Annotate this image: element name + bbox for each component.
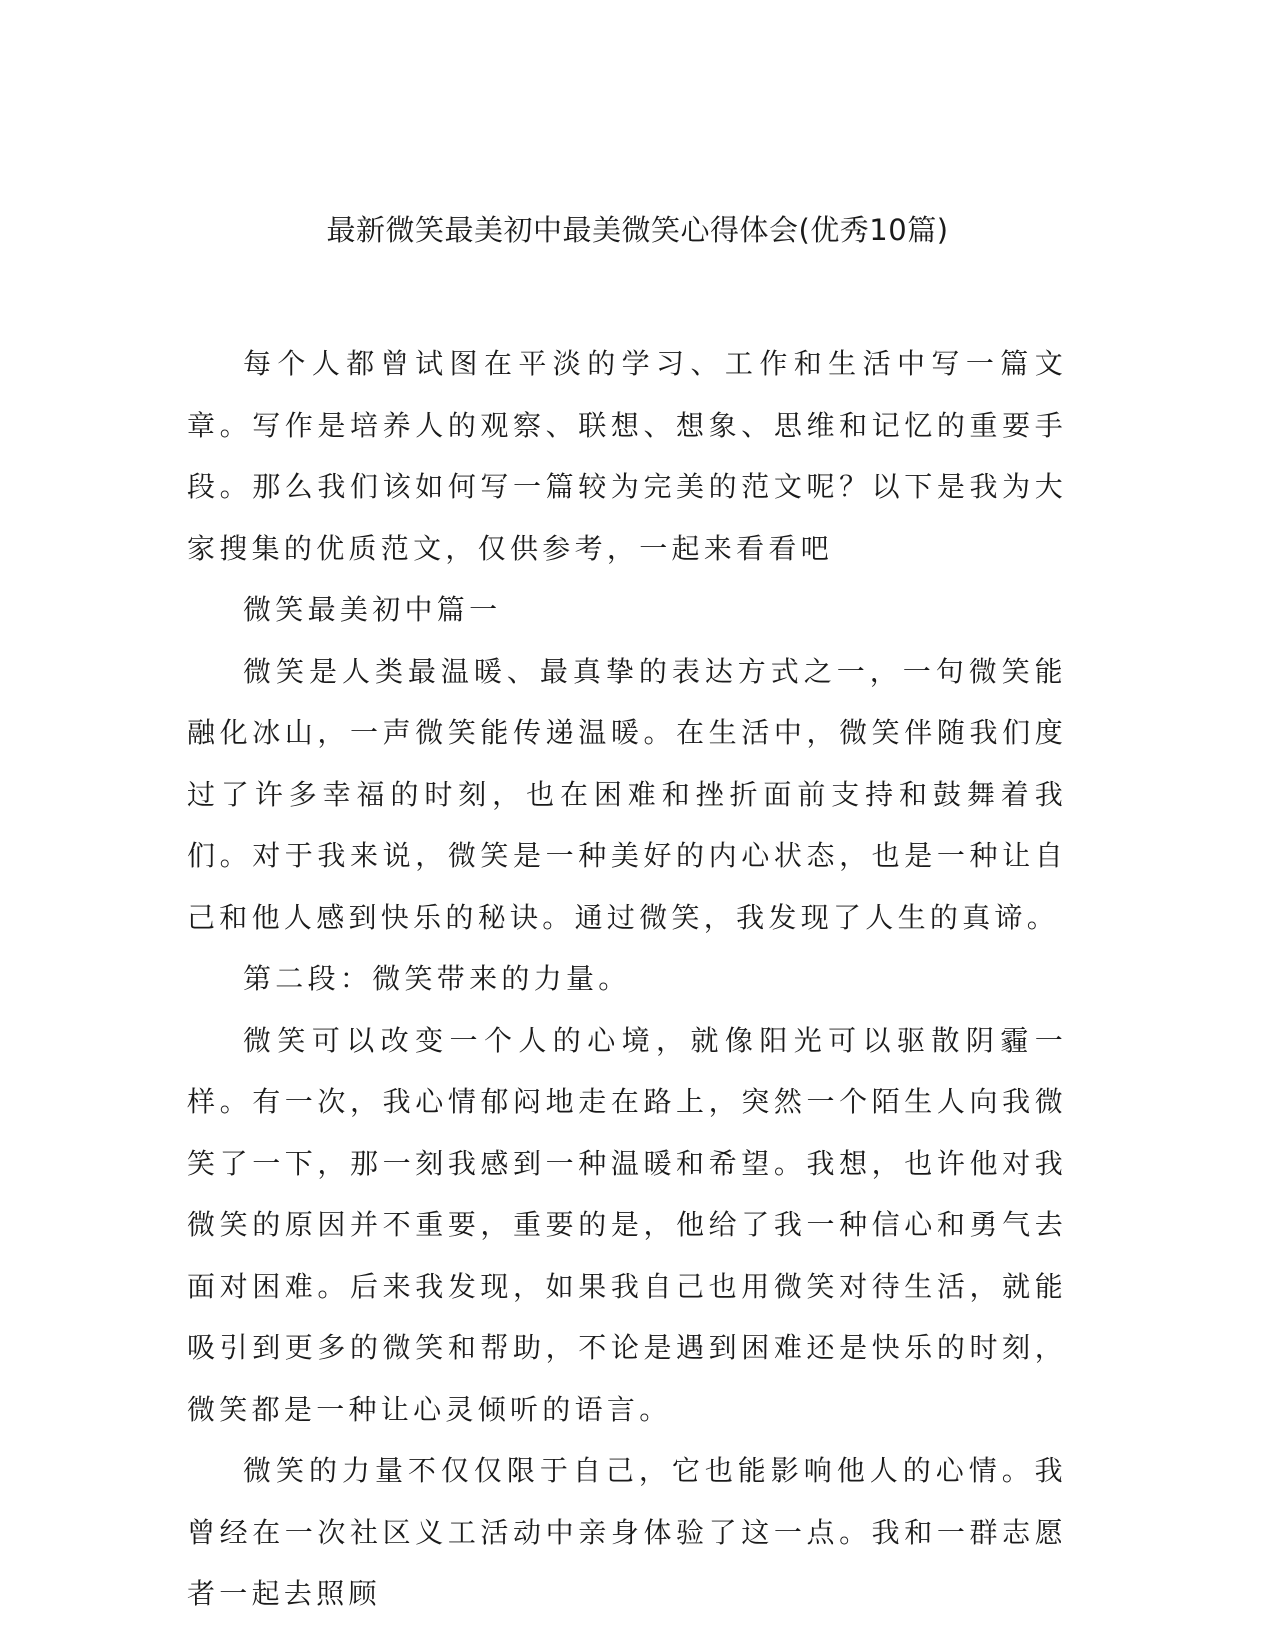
document-title: 最新微笑最美初中最美微笑心得体会(优秀10篇) — [326, 213, 949, 247]
section-heading: 微笑最美初中篇一 — [243, 593, 502, 626]
document-body — [187, 333, 1067, 1625]
intro-paragraph: 每个人都曾试图在平淡的学习、工作和生活中写一篇文章。写作是培养人的观察、联想、想象、思维和记忆的重要手段。那么我们该如何写一篇较为完美的范文呢？以下是我为大家搜集的优质范文，仅供参考，一起来看看吧 — [187, 347, 1067, 565]
body-paragraph: 微笑是人类最温暖、最真挚的表达方式之一，一句微笑能融化冰山，一声微笑能传递温暖。在生活中，微笑伴随我们度过了许多幸福的时刻，也在困难和挫折面前支持和鼓舞着我们。对于我来说，微笑是一种美好的内心状态，也是一种让自己和他人感到快乐的秘诀。通过微笑，我发现了人生的真谛。 — [187, 654, 1067, 934]
body-paragraph: 微笑可以改变一个人的心境，就像阳光可以驱散阴霾一样。有一次，我心情郁闷地走在路上，突然一个陌生人向我微笑了一下，那一刻我感到一种温暖和希望。我想，也许他对我微笑的原因并不重要，重要的是，他给了我一种信心和勇气去面对困难。后来我发现，如果我自己也用微笑对待生活，就能吸引到更多的微笑和帮助，不论是遇到困难还是快乐的时刻，微笑都是一种让心灵倾听的语言。 — [187, 1023, 1067, 1426]
body-paragraph: 微笑的力量不仅仅限于自己，它也能影响他人的心情。我曾经在一次社区义工活动中亲身体验了这一点。我和一群志愿者一起去照顾 — [187, 1454, 1067, 1610]
subsection-heading: 第二段：微笑带来的力量。 — [243, 962, 631, 995]
